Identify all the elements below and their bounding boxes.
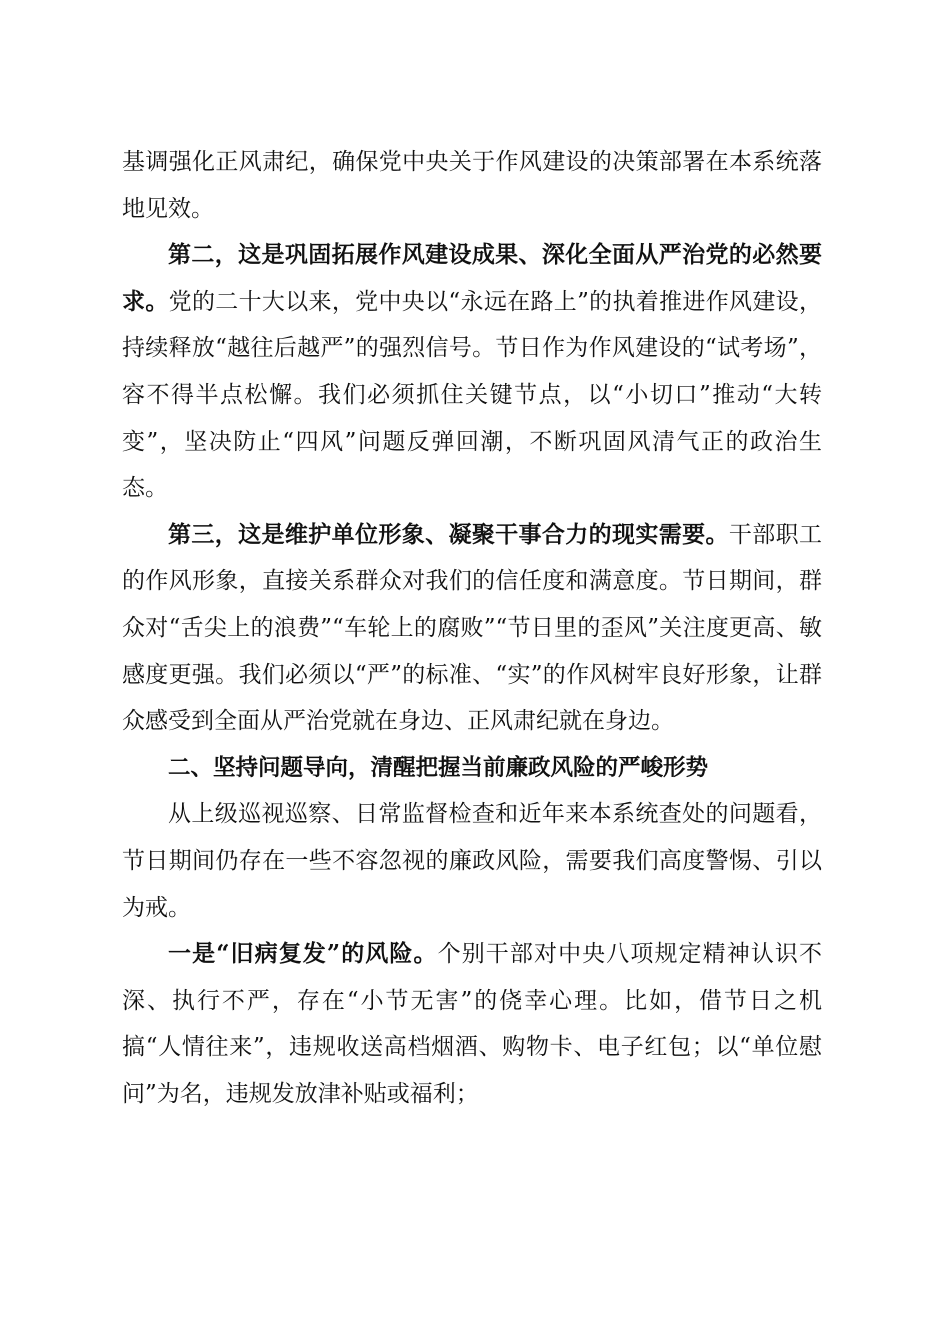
paragraph-risk-one bbox=[122, 931, 822, 1117]
paragraph-text: 基调强化正风肃纪，确保党中央关于作风建设的决策部署在本系统落地见效。 bbox=[122, 149, 822, 222]
paragraph-risk-intro bbox=[122, 791, 822, 931]
paragraph-text: 从上级巡视巡察、日常监督检查和近年来本系统查处的问题看，节日期间仍存在一些不容忽视的廉政风险，需要我们高度警惕、引以为戒。 bbox=[122, 801, 822, 921]
paragraph-lead: 一是“旧病复发”的风险。 bbox=[168, 940, 438, 968]
paragraph-second-reason bbox=[122, 232, 822, 512]
paragraph-text: 党的二十大以来，党中央以“永远在路上”的执着推进作风建设，持续释放“越往后越严”的强烈信号。节日作为作风建设的“试考场”，容不得半点松懈。我们必须抓住关键节点，以“小切口”推动“大转变”，坚决防止“四风”问题反弹回潮，不断巩固风清气正的政治生态。 bbox=[122, 288, 822, 502]
paragraph-third-reason bbox=[122, 512, 822, 745]
paragraph-continuation bbox=[122, 139, 822, 232]
paragraph-lead: 第二，这是巩固拓展作风建设成果、深化全面从严治党的必然要求。 bbox=[122, 241, 822, 315]
section-heading: 二、坚持问题导向，清醒把握当前廉政风险的严峻形势 bbox=[168, 754, 709, 781]
paragraph-text: 个别干部对中央八项规定精神认识不深、执行不严，存在“小节无害”的侥幸心理。比如，借节日之机搞“人情往来”，违规收送高档烟酒、购物卡、电子红包；以“单位慰问”为名，违规发放津补贴或福利； bbox=[122, 941, 822, 1107]
document-body bbox=[122, 139, 822, 1117]
paragraph-lead: 第三，这是维护单位形象、凝聚干事合力的现实需要。 bbox=[168, 520, 729, 548]
paragraph-text: 干部职工的作风形象，直接关系群众对我们的信任度和满意度。节日期间，群众对“舌尖上的浪费”“车轮上的腐败”“节日里的歪风”关注度更高、敏感度更强。我们必须以“严”的标准、“实”的作风树牢良好形象，让群众感受到全面从严治党就在身边、正风肃纪就在身边。 bbox=[122, 521, 823, 735]
